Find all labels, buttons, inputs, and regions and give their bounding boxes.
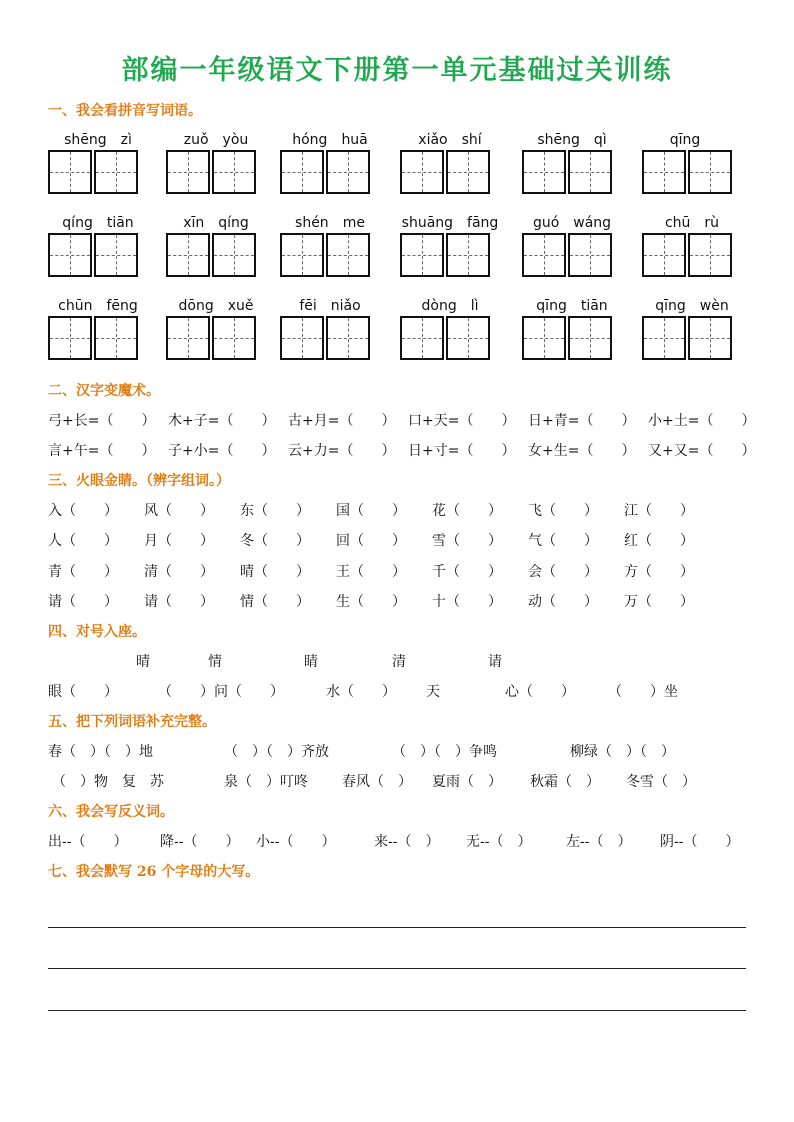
magic-item: 古+月=（ ）	[288, 413, 396, 429]
tianzige-box[interactable]	[326, 233, 370, 277]
magic-item: 小+土=（ ）	[648, 413, 756, 429]
match-blank: 天	[426, 684, 440, 700]
pinyin-syllable: me	[342, 215, 365, 231]
section-7-heading: 七、我会默写 26 个字母的大写。	[48, 864, 260, 880]
pinyin-label	[280, 298, 380, 316]
pinyin-syllable: fāng	[467, 215, 499, 231]
match-blank: 眼（ ）	[48, 684, 118, 700]
pinyin-syllable: lì	[470, 298, 479, 314]
pinyin-syllable: chū	[664, 215, 691, 231]
discern-item: 飞（ ）	[528, 503, 598, 519]
discern-item: 红（ ）	[624, 533, 694, 549]
magic-item: 女+生=（ ）	[528, 443, 636, 459]
pinyin-word-group	[642, 298, 742, 316]
magic-item: 弓+长=（ ）	[48, 413, 156, 429]
complete-item: 冬雪（ ）	[626, 774, 696, 790]
tianzige-box[interactable]	[94, 316, 138, 360]
antonym-item: 小--（ ）	[256, 834, 336, 850]
tianzige-pair	[48, 150, 138, 194]
pinyin-label	[642, 298, 742, 316]
tianzige-box[interactable]	[48, 150, 92, 194]
tianzige-box[interactable]	[48, 233, 92, 277]
discern-row	[48, 530, 748, 550]
pinyin-word-group	[522, 215, 622, 233]
tianzige-pair	[400, 233, 490, 277]
pinyin-word-group	[280, 215, 380, 233]
discern-item: 万（ ）	[624, 594, 694, 610]
pinyin-syllable: tiān	[106, 215, 134, 231]
tianzige-box[interactable]	[400, 316, 444, 360]
tianzige-pair	[280, 150, 370, 194]
complete-item: 秋霜（ ）	[530, 774, 600, 790]
tianzige-box[interactable]	[446, 233, 490, 277]
pinyin-label	[280, 132, 380, 150]
pinyin-syllable: qì	[593, 132, 607, 148]
match-word: 晴	[136, 654, 150, 670]
tianzige-box[interactable]	[400, 233, 444, 277]
pinyin-label	[400, 132, 500, 150]
tianzige-box[interactable]	[280, 150, 324, 194]
antonym-row	[48, 831, 748, 851]
magic-row	[48, 410, 756, 430]
discern-row	[48, 500, 748, 520]
tianzige-box[interactable]	[522, 316, 566, 360]
tianzige-box[interactable]	[522, 233, 566, 277]
pinyin-word-group	[642, 215, 742, 233]
pinyin-syllable: fēi	[299, 298, 317, 314]
magic-item: 又+又=（ ）	[648, 443, 756, 459]
tianzige-pair	[642, 233, 732, 277]
complete-item: 夏雨（ ）	[432, 774, 502, 790]
magic-row	[48, 440, 756, 460]
section-4-heading: 四、对号入座。	[48, 624, 146, 640]
discern-item: 花（ ）	[432, 503, 502, 519]
pinyin-label	[400, 298, 500, 316]
discern-item: 雪（ ）	[432, 533, 502, 549]
pinyin-word-group	[48, 215, 148, 233]
tianzige-box[interactable]	[642, 316, 686, 360]
pinyin-word-group	[48, 132, 148, 150]
magic-item: 子+小=（ ）	[168, 443, 276, 459]
tianzige-box[interactable]	[400, 150, 444, 194]
match-word: 情	[208, 654, 222, 670]
magic-item: 言+午=（ ）	[48, 443, 156, 459]
discern-row	[48, 591, 748, 611]
pinyin-syllable: shēng	[64, 132, 107, 148]
discern-row	[48, 561, 748, 581]
discern-item: 动（ ）	[528, 594, 598, 610]
magic-item: 云+力=（ ）	[288, 443, 396, 459]
tianzige-pair	[642, 150, 732, 194]
page-title: 部编一年级语文下册第一单元基础过关训练	[121, 55, 673, 86]
pinyin-word-group	[400, 298, 500, 316]
tianzige-box[interactable]	[94, 150, 138, 194]
tianzige-box[interactable]	[642, 150, 686, 194]
match-word: 请	[488, 654, 502, 670]
complete-row-1	[48, 741, 748, 761]
tianzige-box[interactable]	[166, 233, 210, 277]
tianzige-pair	[400, 150, 490, 194]
complete-item: （ ）物 复 苏	[52, 774, 164, 790]
pinyin-word-group	[166, 215, 266, 233]
pinyin-syllable: shuāng	[401, 215, 454, 231]
pinyin-word-group	[166, 298, 266, 316]
pinyin-syllable: qíng	[218, 215, 249, 231]
discern-item: 青（ ）	[48, 564, 118, 580]
writing-line[interactable]	[48, 927, 746, 928]
discern-item: 月（ ）	[144, 533, 214, 549]
pinyin-syllable: qīng	[655, 298, 686, 314]
pinyin-syllable: fēng	[106, 298, 138, 314]
discern-item: 十（ ）	[432, 594, 502, 610]
pinyin-syllable: guó	[532, 215, 560, 231]
discern-item: 国（ ）	[336, 503, 406, 519]
complete-item: 泉（ ）叮咚	[224, 774, 308, 790]
pinyin-syllable: qīng	[669, 132, 701, 148]
tianzige-pair	[48, 316, 138, 360]
pinyin-syllable: tiān	[580, 298, 608, 314]
tianzige-box[interactable]	[642, 233, 686, 277]
tianzige-box[interactable]	[446, 150, 490, 194]
tianzige-pair	[280, 316, 370, 360]
match-blank: 水（ ）	[326, 684, 396, 700]
magic-item: 口+天=（ ）	[408, 413, 516, 429]
tianzige-pair	[522, 316, 612, 360]
tianzige-box[interactable]	[688, 150, 732, 194]
match-word-row	[48, 651, 748, 671]
discern-item: 回（ ）	[336, 533, 406, 549]
pinyin-label	[522, 298, 622, 316]
complete-item: 柳绿（ ）（ ）	[570, 744, 675, 760]
tianzige-box[interactable]	[568, 233, 612, 277]
discern-item: 情（ ）	[240, 594, 310, 610]
section-6-heading: 六、我会写反义词。	[48, 804, 174, 820]
discern-item: 请（ ）	[48, 594, 118, 610]
section-2-heading: 二、汉字变魔术。	[48, 383, 160, 399]
pinyin-word-group	[48, 298, 148, 316]
pinyin-word-group	[280, 298, 380, 316]
tianzige-box[interactable]	[94, 233, 138, 277]
discern-item: 千（ ）	[432, 564, 502, 580]
discern-item: 人（ ）	[48, 533, 118, 549]
antonym-item: 来--（ ）	[374, 834, 440, 850]
pinyin-syllable: huā	[341, 132, 368, 148]
tianzige-box[interactable]	[212, 150, 256, 194]
tianzige-pair	[48, 233, 138, 277]
tianzige-box[interactable]	[212, 233, 256, 277]
match-word: 睛	[304, 654, 318, 670]
tianzige-pair	[522, 233, 612, 277]
discern-item: 清（ ）	[144, 564, 214, 580]
pinyin-syllable: dòng	[421, 298, 457, 314]
tianzige-box[interactable]	[212, 316, 256, 360]
pinyin-word-group	[400, 132, 500, 150]
pinyin-syllable: wáng	[573, 215, 612, 231]
pinyin-syllable: dōng	[178, 298, 214, 314]
tianzige-box[interactable]	[688, 233, 732, 277]
magic-item: 木+子=（ ）	[168, 413, 276, 429]
match-blank: （ ）问（ ）	[158, 684, 284, 700]
pinyin-syllable: shí	[461, 132, 482, 148]
pinyin-word-group	[522, 298, 622, 316]
complete-item: （ ）（ ）齐放	[224, 744, 329, 760]
complete-row-2	[48, 771, 748, 791]
writing-line[interactable]	[48, 968, 746, 969]
complete-item: 春风（ ）	[342, 774, 412, 790]
pinyin-label	[280, 215, 380, 233]
match-blank: （ ）坐	[608, 684, 678, 700]
tianzige-box[interactable]	[568, 150, 612, 194]
antonym-item: 降--（ ）	[160, 834, 240, 850]
magic-item: 日+青=（ ）	[528, 413, 636, 429]
tianzige-box[interactable]	[326, 150, 370, 194]
tianzige-box[interactable]	[326, 316, 370, 360]
tianzige-box[interactable]	[568, 316, 612, 360]
magic-item: 日+寸=（ ）	[408, 443, 516, 459]
discern-item: 气（ ）	[528, 533, 598, 549]
pinyin-label	[400, 215, 500, 233]
pinyin-syllable: zì	[120, 132, 132, 148]
pinyin-syllable: rù	[704, 215, 720, 231]
tianzige-pair	[166, 150, 256, 194]
match-blank-row	[48, 681, 748, 701]
pinyin-syllable: xuě	[227, 298, 254, 314]
pinyin-label	[48, 132, 148, 150]
pinyin-syllable: xīn	[183, 215, 205, 231]
writing-line[interactable]	[48, 1010, 746, 1011]
tianzige-pair	[166, 233, 256, 277]
discern-item: 生（ ）	[336, 594, 406, 610]
antonym-item: 阴--（ ）	[660, 834, 740, 850]
discern-item: 东（ ）	[240, 503, 310, 519]
discern-item: 冬（ ）	[240, 533, 310, 549]
discern-item: 请（ ）	[144, 594, 214, 610]
pinyin-word-group	[166, 132, 266, 150]
pinyin-syllable: zuǒ	[183, 132, 209, 148]
pinyin-syllable: yòu	[222, 132, 249, 148]
tianzige-pair	[522, 150, 612, 194]
tianzige-pair	[642, 316, 732, 360]
pinyin-label	[642, 132, 742, 150]
pinyin-word-group	[642, 132, 742, 150]
tianzige-box[interactable]	[446, 316, 490, 360]
pinyin-label	[522, 215, 622, 233]
pinyin-syllable: hóng	[292, 132, 328, 148]
pinyin-word-group	[522, 132, 622, 150]
pinyin-word-group	[400, 215, 500, 233]
pinyin-syllable: shēng	[537, 132, 580, 148]
pinyin-label	[48, 298, 148, 316]
pinyin-syllable: niǎo	[330, 298, 361, 314]
tianzige-pair	[280, 233, 370, 277]
antonym-item: 左--（ ）	[566, 834, 632, 850]
pinyin-label	[642, 215, 742, 233]
match-blank: 心（ ）	[505, 684, 575, 700]
discern-item: 会（ ）	[528, 564, 598, 580]
discern-item: 王（ ）	[336, 564, 406, 580]
section-3-heading: 三、火眼金睛。（辨字组词。）	[48, 473, 230, 489]
pinyin-label	[166, 298, 266, 316]
tianzige-box[interactable]	[166, 316, 210, 360]
pinyin-label	[166, 132, 266, 150]
pinyin-syllable: qíng	[62, 215, 93, 231]
discern-item: 入（ ）	[48, 503, 118, 519]
discern-item: 方（ ）	[624, 564, 694, 580]
complete-item: 春（ ）（ ）地	[48, 744, 153, 760]
tianzige-box[interactable]	[166, 150, 210, 194]
pinyin-label	[522, 132, 622, 150]
pinyin-syllable: wèn	[699, 298, 729, 314]
pinyin-word-group	[280, 132, 380, 150]
pinyin-syllable: shén	[295, 215, 329, 231]
antonym-item: 无--（ ）	[466, 834, 532, 850]
pinyin-syllable: qīng	[536, 298, 567, 314]
antonym-item: 出--（ ）	[48, 834, 128, 850]
pinyin-syllable: chūn	[58, 298, 93, 314]
discern-item: 江（ ）	[624, 503, 694, 519]
pinyin-label	[166, 215, 266, 233]
tianzige-box[interactable]	[688, 316, 732, 360]
section-1-heading: 一、我会看拼音写词语。	[48, 103, 202, 119]
tianzige-box[interactable]	[522, 150, 566, 194]
tianzige-pair	[400, 316, 490, 360]
tianzige-pair	[166, 316, 256, 360]
tianzige-box[interactable]	[280, 233, 324, 277]
pinyin-syllable: xiǎo	[418, 132, 448, 148]
discern-item: 晴（ ）	[240, 564, 310, 580]
tianzige-box[interactable]	[280, 316, 324, 360]
match-word: 清	[392, 654, 406, 670]
discern-item: 风（ ）	[144, 503, 214, 519]
section-5-heading: 五、把下列词语补充完整。	[48, 714, 216, 730]
complete-item: （ ）（ ）争鸣	[392, 744, 497, 760]
pinyin-label	[48, 215, 148, 233]
tianzige-box[interactable]	[48, 316, 92, 360]
